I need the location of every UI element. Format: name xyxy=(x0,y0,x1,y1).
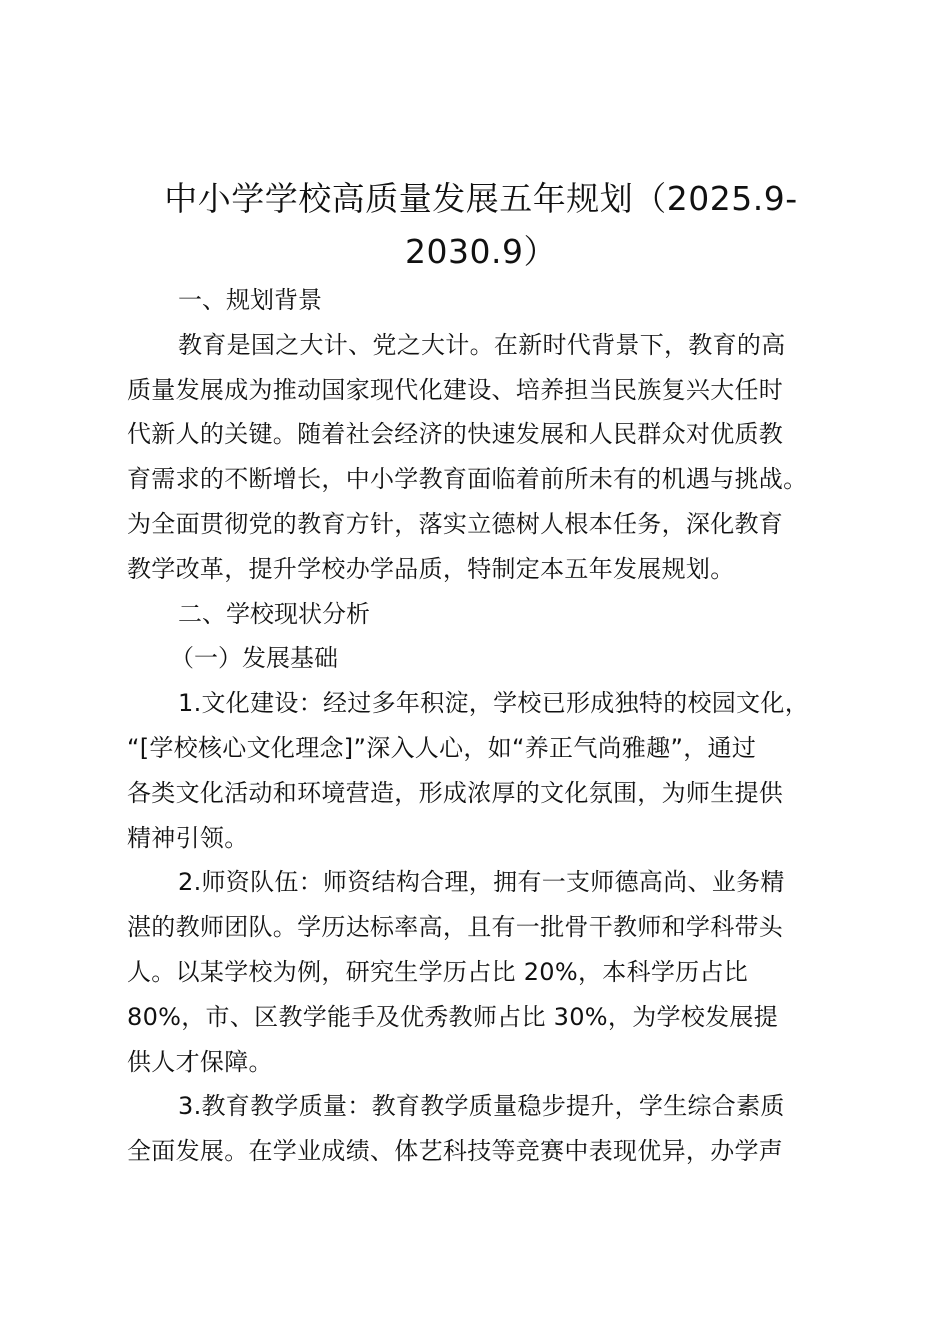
paragraph-line: “[学校核心文化理念]”深入人心，如“养正气尚雅趣”，通过 xyxy=(127,733,757,762)
paragraph-teachers xyxy=(127,860,835,1084)
document-title xyxy=(127,172,835,278)
paragraph-line: 全面发展。在学业成绩、体艺科技等竞赛中表现优异，办学声 xyxy=(127,1137,784,1166)
paragraph-line: 供人才保障。 xyxy=(127,1047,273,1076)
title-line-1: 中小学学校高质量发展五年规划（2025.9- xyxy=(164,179,798,218)
section-heading-status: 二、学校现状分析 xyxy=(178,599,370,628)
paragraph-line: 为全面贯彻党的教育方针，落实立德树人根本任务，深化教育 xyxy=(127,509,784,538)
paragraph-line: 80%，市、区教学能手及优秀教师占比 30%，为学校发展提 xyxy=(127,1002,779,1031)
section-heading-background: 一、规划背景 xyxy=(178,286,322,314)
paragraph-line: 各类文化活动和环境营造，形成浓厚的文化氛围，为师生提供 xyxy=(127,778,784,807)
paragraph-line: 育需求的不断增长，中小学教育面临着前所未有的机遇与挑战。 xyxy=(127,465,808,494)
document-page xyxy=(127,172,835,1174)
paragraph-line: 代新人的关键。随着社会经济的快速发展和人民群众对优质教 xyxy=(127,420,784,449)
paragraph-line: 人。以某学校为例，研究生学历占比 20%，本科学历占比 xyxy=(127,957,749,986)
paragraph-line: 质量发展成为推动国家现代化建设、培养担当民族复兴大任时 xyxy=(127,375,784,404)
paragraph-culture xyxy=(127,681,835,860)
paragraph-background xyxy=(127,323,835,592)
paragraph-line: 教育是国之大计、党之大计。在新时代背景下，教育的高 xyxy=(178,330,786,359)
paragraph-line: 湛的教师团队。学历达标率高，且有一批骨干教师和学科带头 xyxy=(127,913,784,942)
paragraph-line: 2.师资队伍：师资结构合理，拥有一支师德高尚、业务精 xyxy=(178,868,785,897)
paragraph-line: 1.文化建设：经过多年积淀，学校已形成独特的校园文化， xyxy=(178,689,809,718)
paragraph-line: 教学改革，提升学校办学品质，特制定本五年发展规划。 xyxy=(127,554,735,583)
paragraph-line: 精神引领。 xyxy=(127,823,249,852)
subsection-heading-foundation: （一）发展基础 xyxy=(170,644,338,673)
title-line-2: 2030.9） xyxy=(405,232,557,271)
paragraph-line: 3.教育教学质量：教育教学质量稳步提升，学生综合素质 xyxy=(178,1092,785,1121)
paragraph-quality xyxy=(127,1084,835,1174)
